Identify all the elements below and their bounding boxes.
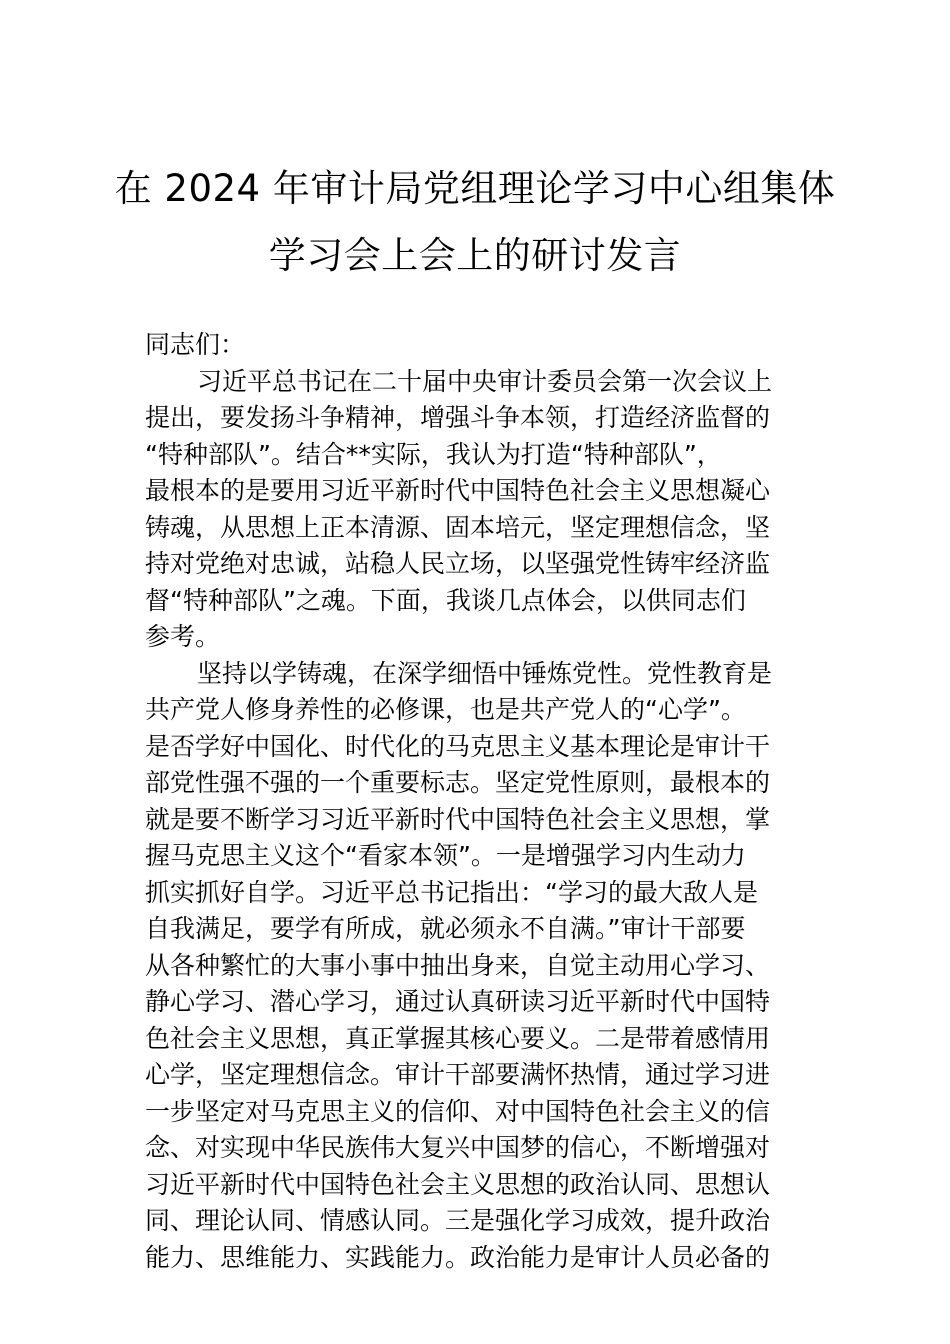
body-line: 念、对实现中华民族伟大复兴中国梦的信心，不断增强对 [145, 1133, 771, 1162]
document-body [145, 327, 810, 1276]
body-line: 坚持以学铸魂，在深学细悟中锤炼党性。党性教育是 [197, 658, 773, 688]
body-line: “特种部队”。结合**实际，我认为打造“特种部队”， [145, 439, 722, 469]
body-line: 心学，坚定理想信念。审计干部要满怀热情，通过学习进 [145, 1060, 771, 1089]
body-line: 自我满足，要学有所成，就必须永不自满。”审计干部要 [145, 914, 746, 943]
body-line: 督“特种部队”之魂。下面，我谈几点体会，以供同志们 [145, 585, 746, 615]
body-line: 部党性强不强的一个重要标志。坚定党性原则，最根本的 [145, 768, 771, 797]
body-line: 从各种繁忙的大事小事中抽出身来，自觉主动用心学习、 [145, 950, 771, 980]
body-line: 习近平总书记在二十届中央审计委员会第一次会议上 [197, 366, 773, 396]
body-line: 持对党绝对忠诚，站稳人民立场，以坚强党性铸牢经济监 [145, 549, 771, 578]
body-line: 同、理论认同、情感认同。三是强化学习成效，提升政治 [145, 1206, 771, 1235]
body-line: 就是要不断学习习近平新时代中国特色社会主义思想，掌 [145, 804, 771, 834]
body-line: 抓实抓好自学。习近平总书记指出：“学习的最大敌人是 [145, 877, 758, 907]
salutation: 同志们： [145, 330, 246, 359]
body-line: 习近平新时代中国特色社会主义思想的政治认同、思想认 [145, 1169, 771, 1199]
body-line: 是否学好中国化、时代化的马克思主义基本理论是审计干 [145, 731, 771, 761]
document-title-line-1: 在 2024 年审计局党组理论学习中心组集体 [114, 167, 836, 210]
body-line: 一步坚定对马克思主义的信仰、对中国特色社会主义的信 [145, 1096, 771, 1126]
body-line: 静心学习、潜心学习，通过认真研读习近平新时代中国特 [145, 987, 771, 1016]
body-line: 提出，要发扬斗争精神，增强斗争本领，打造经济监督的 [145, 403, 771, 432]
body-line: 铸魂，从思想上正本清源、固本培元，坚定理想信念，坚 [145, 512, 771, 542]
body-line: 最根本的是要用习近平新时代中国特色社会主义思想凝心 [145, 476, 771, 505]
body-line: 共产党人修身养性的必修课，也是共产党人的“心学”。 [145, 695, 746, 724]
body-line: 握马克思主义这个“看家本领”。一是增强学习内生动力 [145, 841, 746, 870]
body-line: 能力、思维能力、实践能力。政治能力是审计人员必备的 [145, 1242, 771, 1272]
body-line: 参考。 [145, 622, 221, 651]
document-title-line-2: 学习会上会上的研讨发言 [268, 234, 682, 277]
body-line: 色社会主义思想，真正掌握其核心要义。二是带着感情用 [145, 1023, 771, 1053]
